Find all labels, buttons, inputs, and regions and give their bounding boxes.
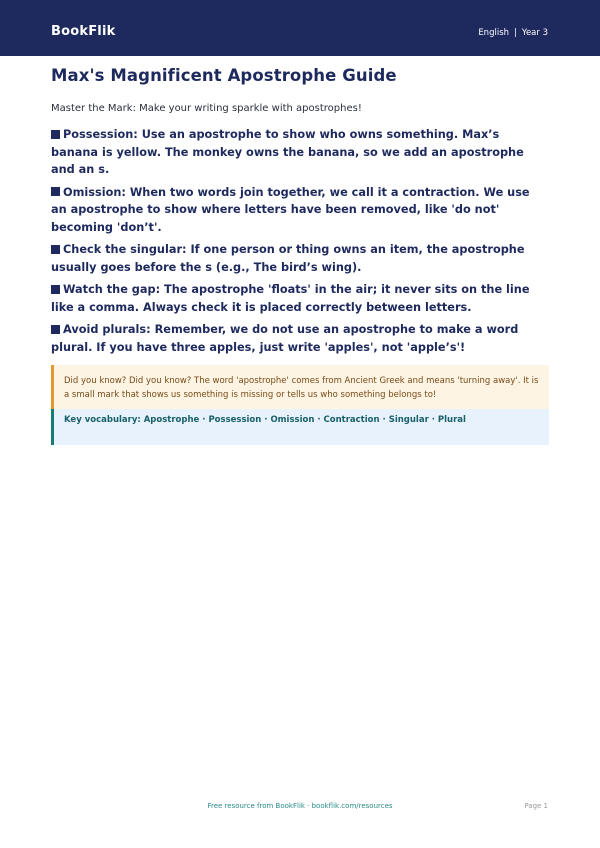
breadcrumb: [478, 28, 548, 38]
point-text: Watch the gap: The apostrophe 'floats' in the air; it never sits on the line like a comma. Always check it is placed correctly between letters.: [51, 283, 530, 314]
square-bullet-icon: [51, 245, 60, 254]
point-text: Omission: When two words join together, we call it a contraction. We use an apostrophe to show where letters have been removed, like 'do not' becoming 'don’t'.: [51, 185, 530, 234]
square-bullet-icon: [51, 325, 60, 334]
list-item: [51, 281, 549, 316]
top-header-bar: [0, 0, 600, 56]
footer-resource-link[interactable]: Free resource from BookFlik · bookflik.com/resources: [207, 802, 393, 810]
key-points-list: [51, 126, 549, 356]
list-item: [51, 126, 549, 179]
breadcrumb-subject[interactable]: English: [478, 28, 510, 38]
point-text: Avoid plurals: Remember, we do not use an apostrophe to make a word plural. If you have three apples, just write 'apples', not 'apple’s'!: [51, 323, 519, 354]
point-text: Possession: Use an apostrophe to show who owns something. Max’s banana is yellow. The monkey owns the banana, so we add an apostrophe and an s.: [51, 128, 524, 176]
square-bullet-icon: [51, 130, 60, 139]
breadcrumb-year[interactable]: Year 3: [521, 28, 548, 38]
list-item: [51, 184, 549, 237]
list-item: [51, 241, 549, 276]
brand-logo[interactable]: BookFlik: [51, 24, 116, 39]
key-vocabulary-box: Key vocabulary: Apostrophe · Possession · Omission · Contraction · Singular · Plural: [51, 409, 549, 445]
point-text: Check the singular: If one person or thing owns an item, the apostrophe usually goes before the s (e.g., The bird’s wing).: [51, 243, 525, 274]
main-content: [51, 66, 549, 445]
page-subtitle: Master the Mark: Make your writing sparkle with apostrophes!: [51, 103, 362, 114]
square-bullet-icon: [51, 187, 60, 196]
square-bullet-icon: [51, 285, 60, 294]
page-number: Page 1: [524, 802, 548, 810]
breadcrumb-separator: |: [514, 28, 517, 38]
did-you-know-callout: Did you know? Did you know? The word 'apostrophe' comes from Ancient Greek and means 'turning away'. It is a small mark that shows us something is missing or tells us who something belongs to!: [51, 365, 549, 409]
list-item: [51, 321, 549, 356]
page-title: Max's Magnificent Apostrophe Guide: [51, 66, 397, 85]
